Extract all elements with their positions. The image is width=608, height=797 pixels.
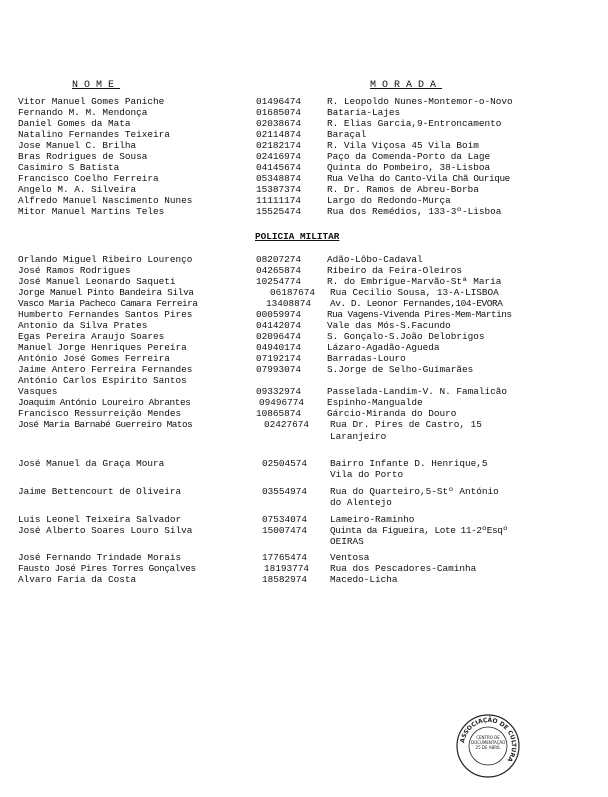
number-cell: 09332974 — [256, 386, 302, 397]
number-cell: 13408874 — [266, 298, 312, 309]
name-cell: José Manuel Leonardo Saqueti — [18, 276, 176, 287]
address-cell: Quinta do Pombeiro, 38-Lisboa — [327, 162, 491, 173]
address-cell: Vale das Mós-S.Facundo — [327, 320, 451, 331]
number-cell: 10254774 — [256, 276, 302, 287]
number-cell: 08207274 — [256, 254, 302, 265]
stamp-outer-text: ASSOCIAÇÃO DE CULTURA — [459, 716, 518, 764]
address-cell: Rua Vagens-Vivenda Pires-Mem-Martins — [327, 309, 512, 320]
name-cell: Bras Rodrigues de Sousa — [18, 151, 148, 162]
name-cell: Luis Leonel Teixeira Salvador — [18, 514, 182, 525]
name-cell: Mitor Manuel Martins Teles — [18, 206, 165, 217]
address-cell: Adão-Lôbo-Cadaval — [327, 254, 423, 265]
address-cell: Rua Cecilio Sousa, 13-A-LISBOA — [330, 287, 499, 298]
name-cell: Alfredo Manuel Nascimento Nunes — [18, 195, 193, 206]
address-cell: Passelada-Landim-V. N. Famalicão — [327, 386, 508, 397]
address-cell: R. Elias Garcia,9-Entroncamento — [327, 118, 502, 129]
name-cell: Vasco Maria Pacheco Camara Ferreira — [18, 298, 198, 309]
section-title: POLICIA MILITAR — [255, 231, 340, 242]
address-cell: Baraçal — [327, 129, 367, 140]
name-cell: Casimiro S Batista — [18, 162, 120, 173]
number-cell: 04265874 — [256, 265, 302, 276]
name-cell: José Manuel da Graça Moura — [18, 458, 165, 469]
name-cell: Jaime Antero Ferreira Fernandes — [18, 364, 193, 375]
number-cell: 09496774 — [259, 397, 305, 408]
number-cell: 03554974 — [262, 486, 308, 497]
address-cell: R. do Embrigue-Marvão-Stª Maria — [327, 276, 502, 287]
address-cell: Rua dos Remédios, 133-3º-Lisboa — [327, 206, 502, 217]
address-cell: R. Vila Viçosa 45 Vila Boim — [327, 140, 479, 151]
address-continuation: do Alentejo — [330, 497, 392, 508]
number-cell: 02182174 — [256, 140, 302, 151]
name-cell: José Fernando Trindade Morais — [18, 552, 182, 563]
number-cell: 04142074 — [256, 320, 302, 331]
name-cell: Jorge Manuel Pinto Bandeira Silva — [18, 287, 194, 298]
name-cell: Fausto José Pires Torres Gonçalves — [18, 563, 196, 574]
address-cell: Bataria-Lajes — [327, 107, 401, 118]
name-cell: António Carlos Espirito Santos — [18, 375, 187, 386]
name-cell: António José Gomes Ferreira — [18, 353, 170, 364]
name-cell: José Ramos Rodrigues — [18, 265, 131, 276]
address-cell: Ventosa — [330, 552, 370, 563]
address-cell: Espinho-Mangualde — [327, 397, 423, 408]
name-cell: José Maria Barnabé Guerreiro Matos — [18, 419, 193, 430]
number-cell: 06187674 — [270, 287, 316, 298]
number-cell: 07993074 — [256, 364, 302, 375]
number-cell: 02096474 — [256, 331, 302, 342]
address-cell: Barradas-Louro — [327, 353, 406, 364]
name-cell: Francisco Coelho Ferreira — [18, 173, 159, 184]
address-cell: S. Gonçalo-S.João Delobrigos — [327, 331, 485, 342]
address-cell: Quinta da Figueira, Lote 11-2ºEsqº — [330, 525, 508, 536]
address-cell: Gárcio-Miranda do Douro — [327, 408, 457, 419]
name-cell: Natalino Fernandes Teixeira — [18, 129, 170, 140]
number-cell: 10865874 — [256, 408, 302, 419]
name-cell: Antonio da Silva Prates — [18, 320, 148, 331]
number-cell: 01685074 — [256, 107, 302, 118]
name-cell: Alvaro Faria da Costa — [18, 574, 137, 585]
name-cell: Humberto Fernandes Santos Pires — [18, 309, 193, 320]
address-continuation: OEIRAS — [330, 536, 364, 547]
name-cell: Manuel Jorge Henriques Pereira — [18, 342, 187, 353]
number-cell: 02416974 — [256, 151, 302, 162]
address-cell: Lameiro-Raminho — [330, 514, 415, 525]
stamp-inner-text: CENTRO DE DOCUMENTAÇÃO 25 DE ABRIL — [471, 735, 505, 750]
number-cell: 02427674 — [264, 419, 310, 430]
address-cell: Av. D. Leonor Fernandes,104-EVORA — [330, 298, 503, 309]
number-cell: 01496474 — [256, 96, 302, 107]
address-cell: Macedo-Licha — [330, 574, 398, 585]
name-cell: Daniel Gomes da Mata — [18, 118, 131, 129]
name-cell: Vasques — [18, 386, 58, 397]
name-cell: Egas Pereira Araujo Soares — [18, 331, 165, 342]
number-cell: 15007474 — [262, 525, 308, 536]
stamp-inner-text-wrap — [471, 735, 505, 757]
address-cell: Rua Velha do Canto-Vila Chã Ourique — [327, 173, 510, 184]
name-cell: Orlando Miguel Ribeiro Lourenço — [18, 254, 193, 265]
address-cell: R. Dr. Ramos de Abreu-Borba — [327, 184, 479, 195]
header-morada: MORADA — [370, 80, 443, 91]
name-cell: Angelo M. A. Silveira — [18, 184, 137, 195]
number-cell: 07192174 — [256, 353, 302, 364]
number-cell: 15525474 — [256, 206, 302, 217]
number-cell: 04145674 — [256, 162, 302, 173]
address-cell: Ribeiro da Feira-Oleiros — [327, 265, 463, 276]
number-cell: 05348874 — [256, 173, 302, 184]
archive-stamp — [455, 713, 521, 779]
address-cell: Bairro Infante D. Henrique,5 — [330, 458, 488, 469]
name-cell: Vitor Manuel Gomes Paniche — [18, 96, 165, 107]
number-cell: 07534074 — [262, 514, 308, 525]
address-cell: S.Jorge de Selho-Guimarães — [327, 364, 474, 375]
number-cell: 11111174 — [256, 195, 302, 206]
number-cell: 18193774 — [264, 563, 310, 574]
header-nome: NOME — [72, 80, 121, 91]
address-cell: Lázaro-Agadão-Agueda — [327, 342, 440, 353]
number-cell: 02038674 — [256, 118, 302, 129]
address-continuation: Laranjeiro — [330, 431, 387, 442]
address-cell: Rua dos Pescadores-Caminha — [330, 563, 477, 574]
name-cell: Francisco Ressurreição Mendes — [18, 408, 182, 419]
number-cell: 15387374 — [256, 184, 302, 195]
name-cell: José Alberto Soares Louro Silva — [18, 525, 193, 536]
number-cell: 17765474 — [262, 552, 308, 563]
address-cell: Paço da Comenda-Porto da Lage — [327, 151, 491, 162]
name-cell: Jaime Bettencourt de Oliveira — [18, 486, 182, 497]
address-cell: R. Leopoldo Nunes-Montemor-o-Novo — [327, 96, 513, 107]
address-cell: Rua do Quarteiro,5-Stº António — [330, 486, 499, 497]
name-cell: Fernando M. M. Mendonça — [18, 107, 148, 118]
name-cell: Joaquim António Loureiro Abrantes — [18, 397, 191, 408]
address-cell: Largo do Redondo-Murça — [327, 195, 451, 206]
number-cell: 18582974 — [262, 574, 308, 585]
name-cell: Jose Manuel C. Brilha — [18, 140, 137, 151]
number-cell: 04940174 — [256, 342, 302, 353]
number-cell: 02504574 — [262, 458, 308, 469]
address-cell: Rua Dr. Pires de Castro, 15 — [330, 419, 482, 430]
number-cell: 02114874 — [256, 129, 302, 140]
address-continuation: Vila do Porto — [330, 469, 404, 480]
number-cell: 00059974 — [256, 309, 302, 320]
